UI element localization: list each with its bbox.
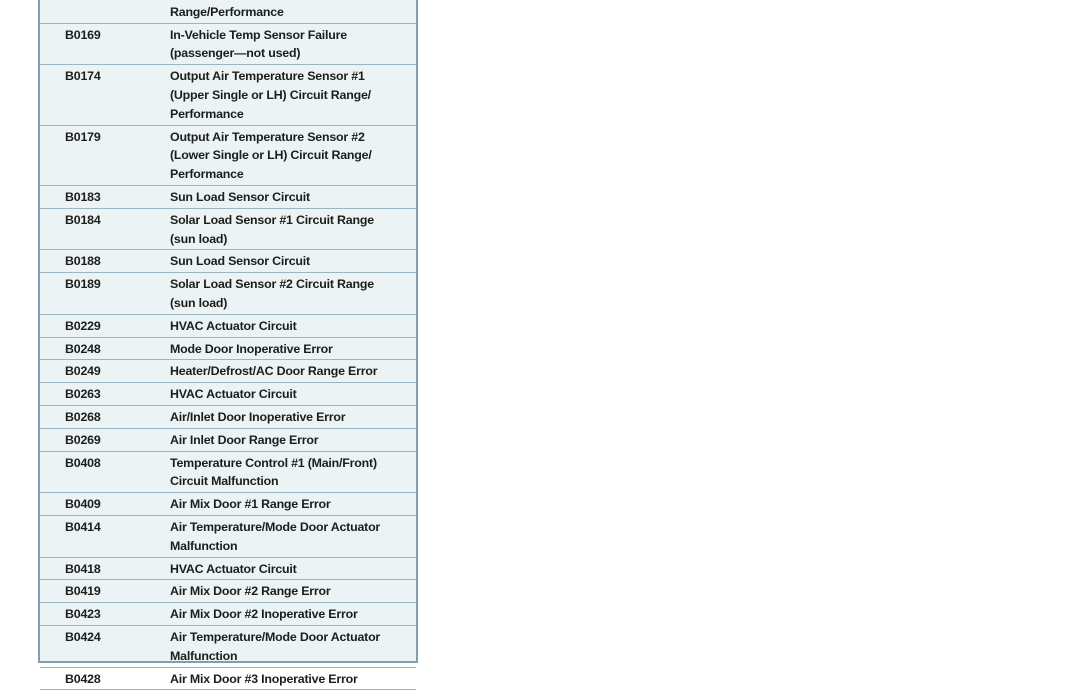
- dtc-description: Air Temperature/Mode Door Actuator Malfunction: [170, 516, 416, 557]
- dtc-code: [40, 0, 170, 23]
- table-row: [40, 250, 416, 273]
- dtc-code: B0269: [40, 429, 170, 451]
- dtc-description: Air Mix Door #2 Range Error: [170, 580, 416, 602]
- dtc-description: Solar Load Sensor #1 Circuit Range (sun load): [170, 209, 416, 250]
- dtc-description: Range/Performance: [170, 0, 416, 23]
- table-row: [40, 580, 416, 603]
- table-row: [40, 406, 416, 429]
- table-row: [40, 338, 416, 361]
- dtc-table: [38, 0, 418, 663]
- dtc-description: Air Mix Door #1 Range Error: [170, 493, 416, 515]
- dtc-description: HVAC Actuator Circuit: [170, 558, 416, 580]
- dtc-code: B0229: [40, 315, 170, 337]
- dtc-code: B0183: [40, 186, 170, 208]
- table-row: [40, 0, 416, 24]
- dtc-code: B0174: [40, 65, 170, 124]
- table-row: [40, 603, 416, 626]
- dtc-code: B0189: [40, 273, 170, 314]
- table-row: [40, 24, 416, 66]
- dtc-description: Air Mix Door #3 Inoperative Error: [170, 668, 416, 690]
- table-row: [40, 452, 416, 494]
- dtc-description: Output Air Temperature Sensor #2 (Lower Single or LH) Circuit Range/ Performance: [170, 126, 416, 185]
- table-row: [40, 360, 416, 383]
- dtc-description: Air Temperature/Mode Door Actuator Malfunction: [170, 626, 416, 667]
- table-row: [40, 315, 416, 338]
- dtc-code: B0408: [40, 452, 170, 493]
- table-row: [40, 186, 416, 209]
- table-row: [40, 668, 416, 690]
- dtc-description: Air Mix Door #2 Inoperative Error: [170, 603, 416, 625]
- dtc-description: HVAC Actuator Circuit: [170, 315, 416, 337]
- dtc-code: B0428: [40, 668, 170, 690]
- dtc-description: HVAC Actuator Circuit: [170, 383, 416, 405]
- dtc-description: Air/Inlet Door Inoperative Error: [170, 406, 416, 428]
- dtc-code: B0248: [40, 338, 170, 360]
- dtc-code: B0169: [40, 24, 170, 65]
- dtc-description: Output Air Temperature Sensor #1 (Upper Single or LH) Circuit Range/ Performance: [170, 65, 416, 124]
- dtc-code: B0249: [40, 360, 170, 382]
- table-row: [40, 209, 416, 251]
- table-row: [40, 126, 416, 186]
- dtc-code: B0414: [40, 516, 170, 557]
- dtc-code: B0409: [40, 493, 170, 515]
- dtc-code: B0419: [40, 580, 170, 602]
- dtc-code: B0263: [40, 383, 170, 405]
- table-row: [40, 558, 416, 581]
- table-row: [40, 65, 416, 125]
- dtc-code: B0268: [40, 406, 170, 428]
- dtc-description: Air Inlet Door Range Error: [170, 429, 416, 451]
- table-row: [40, 273, 416, 315]
- dtc-description: Heater/Defrost/AC Door Range Error: [170, 360, 416, 382]
- dtc-description: Solar Load Sensor #2 Circuit Range (sun load): [170, 273, 416, 314]
- dtc-code: B0188: [40, 250, 170, 272]
- table-row: [40, 383, 416, 406]
- dtc-description: Temperature Control #1 (Main/Front) Circuit Malfunction: [170, 452, 416, 493]
- table-row: [40, 429, 416, 452]
- dtc-code: B0184: [40, 209, 170, 250]
- dtc-description: Sun Load Sensor Circuit: [170, 250, 416, 272]
- table-row: [40, 493, 416, 516]
- dtc-description: Mode Door Inoperative Error: [170, 338, 416, 360]
- dtc-code: B0179: [40, 126, 170, 185]
- dtc-code: B0418: [40, 558, 170, 580]
- dtc-code: B0424: [40, 626, 170, 667]
- table-row: [40, 626, 416, 668]
- dtc-description: Sun Load Sensor Circuit: [170, 186, 416, 208]
- dtc-code: B0423: [40, 603, 170, 625]
- table-row: [40, 516, 416, 558]
- dtc-description: In-Vehicle Temp Sensor Failure (passenger—not used): [170, 24, 416, 65]
